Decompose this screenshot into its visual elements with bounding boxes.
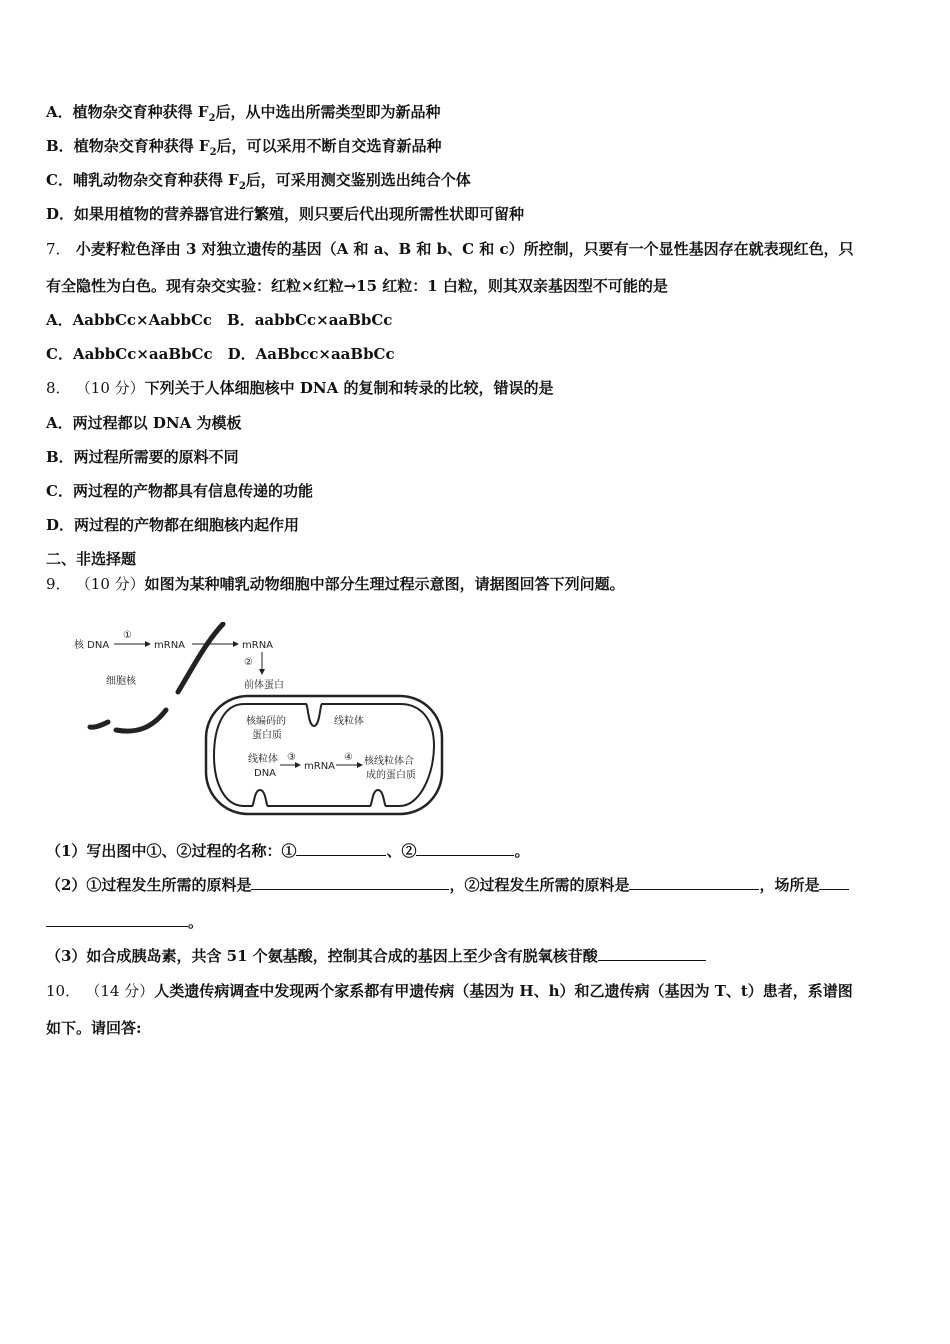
label-mito-dna: 线粒体 [248, 754, 278, 765]
question-7-line-2: 有全隐性为白色。现有杂交实验：红粒×红粒→15 红粒：1 白粒，则其双亲基因型不可能的是 [46, 277, 668, 295]
section-heading: 二、非选择题 [46, 550, 137, 568]
label-mitochondrion: 线粒体 [334, 716, 364, 727]
option-q6-a: A．植物杂交育种获得 $F_2$后，从中选出所需类型即为新品种 [46, 103, 441, 124]
question-9-stem: 9． （10 分）如图为某种哺乳动物细胞中部分生理过程示意图，请据图回答下列问题。 [46, 575, 625, 593]
question-10-line-2: 如下。请回答: [46, 1019, 142, 1037]
option-q8-b: B．两过程所需要的原料不同 [46, 448, 239, 466]
label-mrna-3: mRNA [304, 761, 336, 772]
option-q8-c: C．两过程的产物都具有信息传递的功能 [46, 482, 313, 500]
question-8-stem: 8． （10 分）下列关于人体细胞核中 DNA 的复制和转录的比较，错误的是 [46, 379, 554, 397]
label-step-1: ① [123, 630, 132, 641]
question-7-options-ab: A．AabbCc×AabbCc B．aabbCc×aaBbCc [46, 311, 393, 329]
label-nucleus: 细胞核 [106, 676, 136, 687]
label-nuclear-dna: 核 DNA [74, 640, 110, 651]
label-nuclear-protein: 核编码的 [246, 716, 286, 727]
option-q8-d: D．两过程的产物都在细胞核内起作用 [46, 516, 300, 534]
question-9-sub-2: （2）①过程发生所需的原料是 ，②过程发生所需的原料是 ，场所是 [46, 875, 849, 895]
option-q8-a: A．两过程都以 DNA 为模板 [46, 414, 242, 432]
option-q6-b: B．植物杂交育种获得 $F_2$后，可以采用不断自交选育新品种 [46, 137, 442, 158]
label-mito-protein-2: 成的蛋白质 [366, 770, 416, 781]
cell-process-diagram [68, 622, 448, 820]
label-mito-protein: 核线粒体合 [364, 756, 414, 767]
option-q6-d: D．如果用植物的营养器官进行繁殖，则只要后代出现所需性状即可留种 [46, 205, 525, 223]
question-7-line-1: 7． 小麦籽粒色泽由 3 对独立遗传的基因（A 和 a、B 和 b、C 和 c）所控制，只要有一个显性基因存在就表现红色，只 [46, 240, 854, 258]
question-7-options-cd: C．AabbCc×aaBbCc D．AaBbcc×aaBbCc [46, 345, 395, 363]
label-precursor-protein: 前体蛋白 [244, 680, 284, 691]
label-mrna-2: mRNA [242, 640, 274, 651]
question-9-sub-1: （1）写出图中①、②过程的名称：① 、② 。 [46, 842, 530, 860]
question-9-sub-3: （3）如合成胰岛素，共含 51 个氨基酸，控制其合成的基因上至少含有脱氧核苷酸 [46, 946, 706, 966]
question-9-sub-2-cont: 。 [46, 912, 203, 932]
mitochondrion-outer [206, 696, 442, 814]
nuclear-envelope [116, 710, 166, 731]
label-step-2: ② [244, 657, 253, 668]
label-mito-dna-2: DNA [254, 768, 277, 779]
label-step-4: ④ [344, 752, 353, 763]
nuclear-envelope [178, 624, 223, 692]
label-mrna-1: mRNA [154, 640, 186, 651]
label-step-3: ③ [287, 752, 296, 763]
label-nuclear-protein-2: 蛋白质 [252, 730, 282, 741]
question-10-line-1: 10． （14 分）人类遗传病调查中发现两个家系都有甲遗传病（基因为 H、h）和乙遗传病（基因为 T、t）患者，系谱图 [46, 982, 853, 1000]
option-q6-c: C．哺乳动物杂交育种获得 $F_2$后，可采用测交鉴别选出纯合个体 [46, 171, 471, 192]
nuclear-envelope [90, 722, 108, 727]
